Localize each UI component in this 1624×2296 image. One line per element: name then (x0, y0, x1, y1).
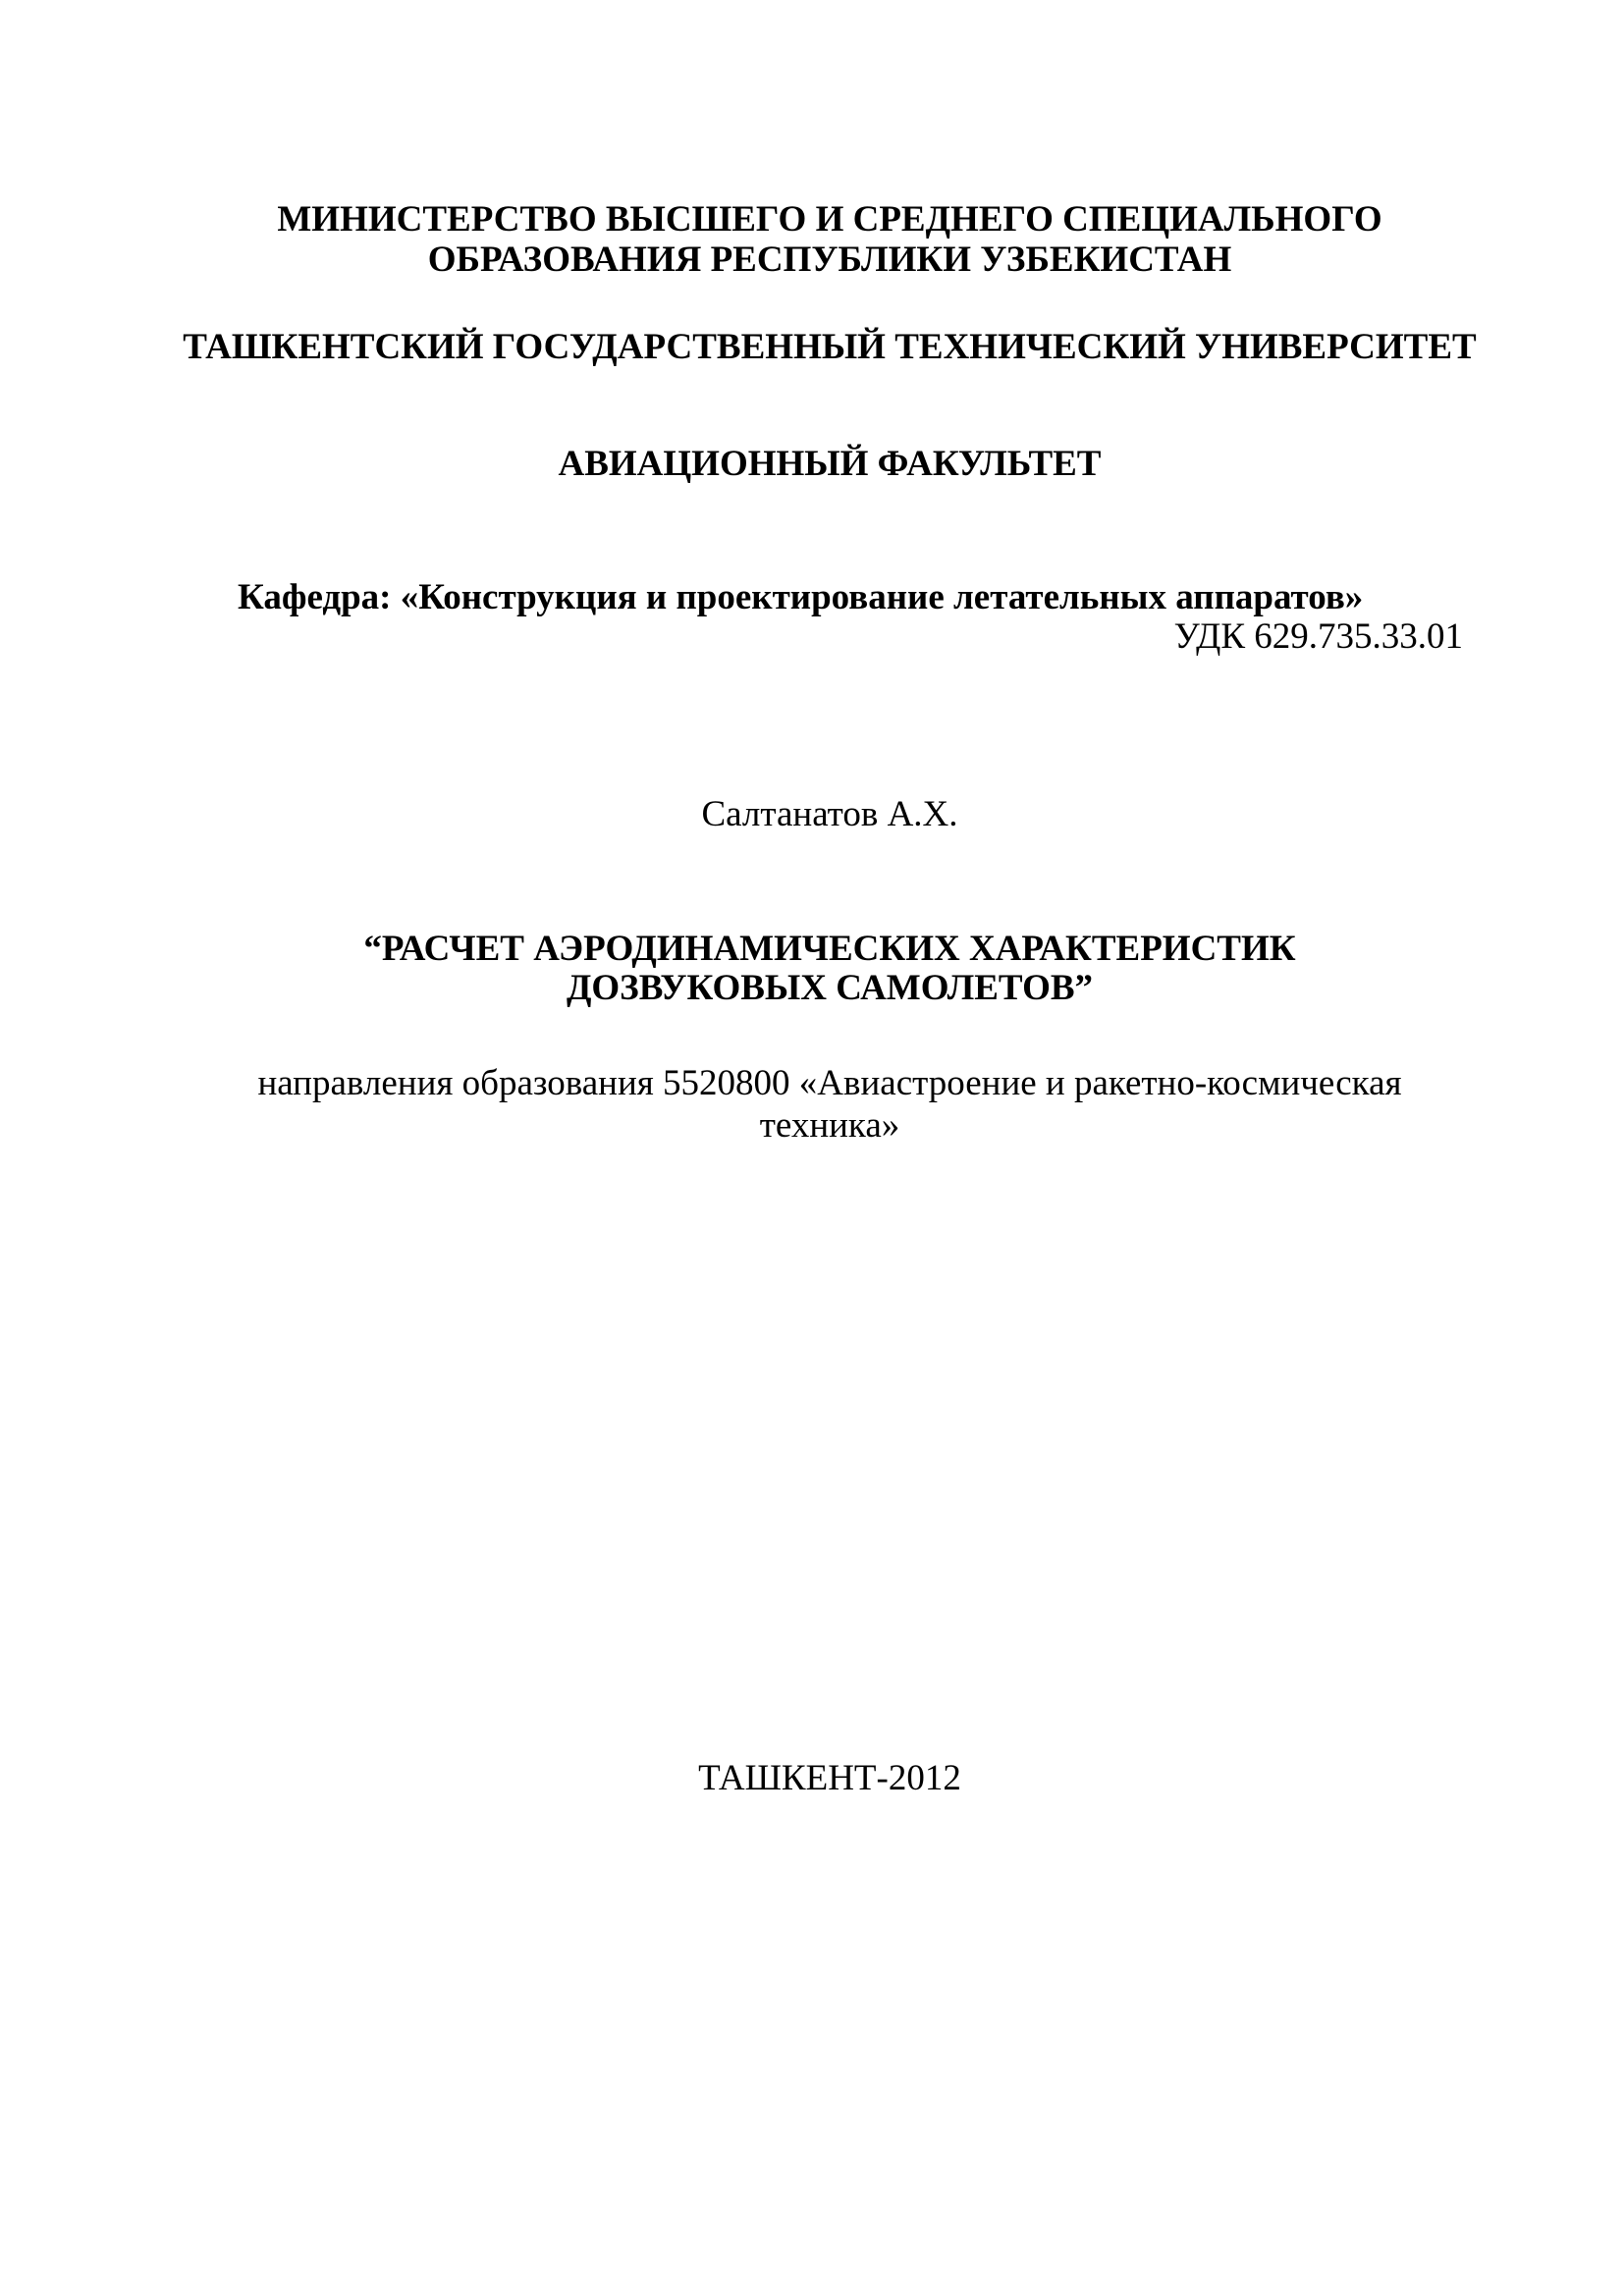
ministry-heading-line-2: ОБРАЗОВАНИЯ РЕСПУБЛИКИ УЗБЕКИСТАН (427, 240, 1232, 280)
department-heading: Кафедра: «Конструкция и проектирование летательных аппаратов» (238, 577, 1364, 617)
faculty-heading: АВИАЦИОННЫЙ ФАКУЛЬТЕТ (558, 444, 1102, 484)
udc-code: УДК 629.735.33.01 (1173, 616, 1463, 657)
city-year: ТАШКЕНТ-2012 (698, 1758, 961, 1798)
education-direction-line-2: техника» (759, 1105, 900, 1146)
document-title-line-1: “РАСЧЕТ АЭРОДИНАМИЧЕСКИХ ХАРАКТЕРИСТИК (363, 929, 1296, 969)
document-title-line-2: ДОЗВУКОВЫХ САМОЛЕТОВ” (566, 968, 1094, 1008)
education-direction-line-1: направления образования 5520800 «Авиастроение и ракетно-космическая (257, 1063, 1402, 1103)
author-name: Салтанатов А.Х. (701, 794, 958, 834)
university-heading: ТАШКЕНТСКИЙ ГОСУДАРСТВЕННЫЙ ТЕХНИЧЕСКИЙ УНИВЕРСИТЕТ (183, 327, 1477, 367)
ministry-heading-line-1: МИНИСТЕРСТВО ВЫСШЕГО И СРЕДНЕГО СПЕЦИАЛЬНОГО (277, 199, 1382, 240)
